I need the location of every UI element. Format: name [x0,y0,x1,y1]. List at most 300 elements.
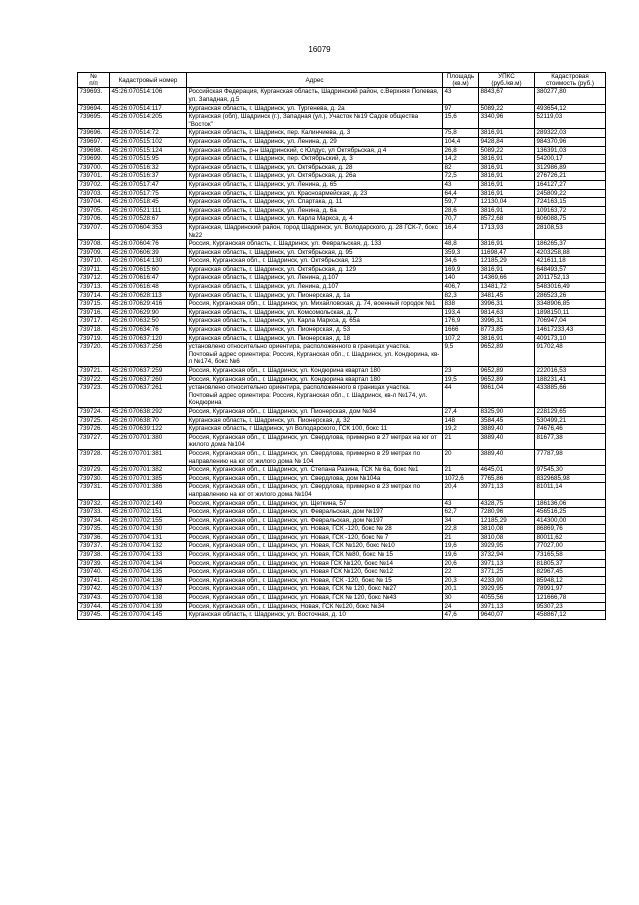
table-row [78,215,606,224]
row-number-cell: 739732. [78,499,110,508]
cadastral-value-cell: 97545,30 [535,466,606,475]
cadastral-value-cell: 228129,65 [535,407,606,416]
table-row [78,433,606,449]
address-cell: Курганская область, г. Шадринск, ул. Октябрьская, д. 26а [187,172,443,181]
address-cell: Курганская область, р-н Шадринский, с Юлдус, ул Октябрьская, д 4 [187,146,443,155]
row-number-cell: 739693. [78,88,110,104]
cadastral-number-cell: 45:26:070528:67 [110,215,187,224]
cadastral-number-cell: 45:26:070514:72 [110,129,187,138]
table-row [78,343,606,367]
cadastral-number-cell: 45:26:070704:138 [110,594,187,603]
cadastral-value-cell: 77027,00 [535,542,606,551]
table-row [78,551,606,560]
table-row [78,163,606,172]
area-cell: 72,5 [443,172,479,181]
address-cell: Россия, Курганская обл., г. Шадринск, ул. Новая, ГСК -120, бокс № 7 [187,533,443,542]
upks-cell: 5089,22 [479,146,535,155]
area-cell: 19,6 [443,542,479,551]
row-number-cell: 739719. [78,334,110,343]
cadastral-value-cell: 95307,23 [535,602,606,611]
cadastral-number-cell: 45:26:070521:111 [110,206,187,215]
upks-cell: 3996,31 [479,317,535,326]
address-cell: Россия, Курганская обл., г. Шадринск, ул. Новая, ГСК №120, бокс №10 [187,542,443,551]
table-row [78,113,606,129]
area-cell: 406,7 [443,283,479,292]
address-cell: Курганская (обл), Шадринск (г.), Западная (ул.), Участок №19 Садов общества "Восток" [187,113,443,129]
table-row [78,283,606,292]
row-number-cell: 739727. [78,433,110,449]
cadastral-value-cell: 414300,00 [535,516,606,525]
cadastral-number-cell: 45:26:070606:39 [110,248,187,257]
area-cell: 64,4 [443,189,479,198]
area-cell: 44 [443,384,479,408]
address-cell: Россия, Курганская область, г. Шадринск, ул. Февральская, д. 133 [187,240,443,249]
row-number-cell: 739741. [78,576,110,585]
row-number-cell: 739694. [78,104,110,113]
address-cell: Курганская область, г. Шадринск, ул. Ленина, д. 29 [187,137,443,146]
upks-cell: 3816,91 [479,240,535,249]
row-number-cell: 739734. [78,516,110,525]
row-number-cell: 739721. [78,367,110,376]
cadastral-value-cell: 433885,66 [535,384,606,408]
cadastral-value-cell: 136391,03 [535,146,606,155]
area-cell: 19,2 [443,425,479,434]
upks-cell: 3816,91 [479,129,535,138]
upks-cell: 3889,40 [479,425,535,434]
table-row [78,585,606,594]
cadastral-value-cell: 86869,76 [535,525,606,534]
cadastral-value-cell: 530499,21 [535,416,606,425]
cadastral-number-cell: 45:26:070704:134 [110,559,187,568]
cadastral-value-cell: 1898150,11 [535,308,606,317]
table-row [78,611,606,620]
row-number-cell: 739735. [78,525,110,534]
address-cell: Курганская область, г. Шадринск, ул. Октябрьская, д. 28 [187,163,443,172]
area-cell: 20,4 [443,483,479,499]
cadastral-value-cell: 109163,72 [535,206,606,215]
cadastral-value-cell: 188231,41 [535,375,606,384]
cadastral-value-cell: 186265,37 [535,240,606,249]
row-number-cell: 739699. [78,155,110,164]
upks-cell: 3816,91 [479,334,535,343]
upks-cell: 3971,13 [479,559,535,568]
area-cell: 48,8 [443,240,479,249]
cadastral-value-cell: 52119,03 [535,113,606,129]
cadastral-number-cell: 45:26:070638:70 [110,416,187,425]
area-cell: 19,6 [443,551,479,560]
cadastral-number-cell: 45:26:070515:95 [110,155,187,164]
row-number-cell: 739743. [78,594,110,603]
area-cell: 24 [443,602,479,611]
upks-cell: 3929,95 [479,542,535,551]
upks-cell: 9428,84 [479,137,535,146]
address-cell: Россия, Курганская обл., г. Шадринск, ул. Кондюрина квартал 180 [187,375,443,384]
cadastral-value-cell: 606088,75 [535,215,606,224]
cadastral-number-cell: 45:26:070616:48 [110,283,187,292]
cadastral-number-cell: 45:26:070516:32 [110,163,187,172]
table-row [78,104,606,113]
address-cell: Россия, Курганская обл., г. Шадринск, ул. Новая, ГСК № 120, бокс №27 [187,585,443,594]
address-cell: Курганская область, г. Шадринск, пер. Калинчиева, д. 3 [187,129,443,138]
upks-cell: 9814,63 [479,308,535,317]
table-row [78,326,606,335]
upks-cell: 7765,86 [479,474,535,483]
upks-cell: 4328,75 [479,499,535,508]
cadastral-value-cell: 164127,27 [535,180,606,189]
row-number-cell: 739705. [78,206,110,215]
row-number-cell: 739712. [78,274,110,283]
area-cell: 43 [443,88,479,104]
cadastral-number-cell: 45:26:070518:45 [110,198,187,207]
upks-cell: 3889,40 [479,433,535,449]
upks-cell: 4055,56 [479,594,535,603]
area-cell: 193,4 [443,308,479,317]
cadastral-number-cell: 45:26:070702:151 [110,508,187,517]
row-number-cell: 739729. [78,466,110,475]
row-number-cell: 739702. [78,180,110,189]
cadastral-value-cell: 3348906,85 [535,300,606,309]
address-cell: Россия, Курганская обл., г. Шадринск, ул. Михайловская, д. 74, военный городок №1 [187,300,443,309]
address-cell: Россия, Курганская обл., г. Шадринск, Новая, ГСК №120, бокс №34 [187,602,443,611]
cadastral-value-cell: 28108,53 [535,223,606,239]
cadastral-number-cell: 45:26:070704:139 [110,602,187,611]
area-cell: 82,3 [443,291,479,300]
cadastral-number-cell: 45:26:070517:47 [110,180,187,189]
area-cell: 359,3 [443,248,479,257]
cadastral-number-cell: 45:26:070704:132 [110,542,187,551]
cadastral-value-cell: 82967,45 [535,568,606,577]
cadastral-value-cell: 493654,12 [535,104,606,113]
cadastral-value-cell: 81805,37 [535,559,606,568]
row-number-cell: 739710. [78,257,110,266]
upks-cell: 3816,91 [479,172,535,181]
address-cell: установлено относительно ориентира, расположенного в границах участка. Почтовый адрес ориентира: Россия, Курганская обл., г. Шадринск, кв-л №174, ул. Кондюрина [187,384,443,408]
area-cell: 47,6 [443,611,479,620]
cadastral-number-cell: 45:26:070701:382 [110,466,187,475]
cadastral-value-cell: 5483016,49 [535,283,606,292]
cadastral-value-cell: 2011752,13 [535,274,606,283]
area-cell: 20,1 [443,585,479,594]
upks-cell: 3816,91 [479,189,535,198]
table-row [78,308,606,317]
table-row [78,265,606,274]
cadastral-number-cell: 45:26:070516:37 [110,172,187,181]
area-cell: 27,4 [443,407,479,416]
row-number-cell: 739713. [78,283,110,292]
address-cell: Курганская область, г. Шадринск, ул. Карла Маркса, д. 4 [187,215,443,224]
table-row [78,407,606,416]
cadastral-value-cell: 8329685,98 [535,474,606,483]
address-cell: Россия, Курганская обл., г. Шадринск, ул. Февральская, дом №197 [187,508,443,517]
header-cadastral-value: Кадастровая стоимость (руб.) [535,73,606,88]
row-number-cell: 739709. [78,248,110,257]
address-cell: Россия, Курганская обл., г. Шадринск, ул. Щеткина, 57 [187,499,443,508]
table-row [78,474,606,483]
cadastral-number-cell: 45:26:070632:50 [110,317,187,326]
row-number-cell: 739706. [78,215,110,224]
area-cell: 43 [443,499,479,508]
address-cell: Курганская область, г. Шадринск, ул. Пионерская, д. 53 [187,326,443,335]
upks-cell: 3481,45 [479,291,535,300]
address-cell: Курганская область, г. Шадринск, ул. Карла Маркса, д. 65а [187,317,443,326]
row-number-cell: 739703. [78,189,110,198]
address-cell: Россия, Курганская обл., г. Шадринск, ул. Кондюрина квартал 180 [187,367,443,376]
table-row [78,146,606,155]
upks-cell: 12130,04 [479,198,535,207]
row-number-cell: 739714. [78,291,110,300]
upks-cell: 5089,22 [479,104,535,113]
cadastral-value-table [77,72,606,620]
address-cell: Курганская область, г. Шадринск, ул. Пионерская, д. 18 [187,334,443,343]
upks-cell: 3816,91 [479,155,535,164]
cadastral-value-cell: 706947,04 [535,317,606,326]
cadastral-number-cell: 45:26:070634:76 [110,326,187,335]
table-row [78,248,606,257]
cadastral-number-cell: 45:26:070704:131 [110,533,187,542]
cadastral-number-cell: 45:26:070704:136 [110,576,187,585]
cadastral-value-cell: 54200,17 [535,155,606,164]
row-number-cell: 739724. [78,407,110,416]
row-number-cell: 739739. [78,559,110,568]
upks-cell: 3816,91 [479,180,535,189]
cadastral-number-cell: 45:26:070615:60 [110,265,187,274]
upks-cell: 7280,96 [479,508,535,517]
address-cell: Россия, Курганская обл., г. Шадринск, ул. Новая ГСК №120, бокс №14 [187,559,443,568]
upks-cell: 11698,47 [479,248,535,257]
cadastral-value-cell: 14617233,43 [535,326,606,335]
upks-cell: 3971,13 [479,483,535,499]
address-cell: Курганская область, г. Шадринск, пер. Октябрьский, д. 3 [187,155,443,164]
upks-cell: 3816,91 [479,265,535,274]
row-number-cell: 739742. [78,585,110,594]
table-row [78,576,606,585]
address-cell: Курганская область, г. Шадринск, ул. Пионерская, д. 32 [187,416,443,425]
address-cell: Россия, Курганская обл., г. Шадринск, ул. Новая, ГСК № 120, бокс №43 [187,594,443,603]
cadastral-number-cell: 45:26:070614:130 [110,257,187,266]
address-cell: Россия, Курганская обл., г. Шадринск, ул. Новая, ГСК №80, бокс № 15 [187,551,443,560]
row-number-cell: 739744. [78,602,110,611]
upks-cell: 8843,67 [479,88,535,104]
cadastral-number-cell: 45:26:070514:205 [110,113,187,129]
address-cell: Курганская область, г. Шадринск, ул. Октябрьская, д. 129 [187,265,443,274]
area-cell: 75,8 [443,129,479,138]
row-number-cell: 739730. [78,474,110,483]
upks-cell: 9652,89 [479,367,535,376]
upks-cell: 3810,08 [479,525,535,534]
upks-cell: 3889,40 [479,449,535,465]
row-number-cell: 739707. [78,223,110,239]
cadastral-value-cell: 222016,53 [535,367,606,376]
upks-cell: 1713,93 [479,223,535,239]
table-row [78,223,606,239]
address-cell: Россия, Курганская обл., г. Шадринск, ул. Новая, ГСК -120, бокс № 15 [187,576,443,585]
cadastral-value-cell: 78991,97 [535,585,606,594]
table-row [78,425,606,434]
row-number-cell: 739745. [78,611,110,620]
cadastral-number-cell: 45:26:070637:260 [110,375,187,384]
cadastral-value-cell: 276726,21 [535,172,606,181]
address-cell: Россия, Курганская обл., г. Шадринск, ул. Пионерская, дом №34 [187,407,443,416]
address-cell: Курганская область, г. Шадринск, ул. Ленина, д. 6а [187,206,443,215]
row-number-cell: 739733. [78,508,110,517]
table-row [78,198,606,207]
row-number-cell: 739736. [78,533,110,542]
cadastral-value-cell: 80011,62 [535,533,606,542]
row-number-cell: 739738. [78,551,110,560]
table-row [78,206,606,215]
upks-cell: 9640,07 [479,611,535,620]
cadastral-value-cell: 456516,25 [535,508,606,517]
area-cell: 26,8 [443,146,479,155]
row-number-cell: 739731. [78,483,110,499]
table-row [78,525,606,534]
row-number-cell: 739722. [78,375,110,384]
cadastral-number-cell: 45:26:070702:155 [110,516,187,525]
cadastral-number-cell: 45:26:070515:102 [110,137,187,146]
area-cell: 169,9 [443,265,479,274]
area-cell: 20,3 [443,576,479,585]
cadastral-number-cell: 45:26:070701:385 [110,474,187,483]
address-cell: Курганская область, г. Шадринск, ул. Комсомольская, д. 7 [187,308,443,317]
address-cell: Курганская область, г. Шадринск, ул. Пионерская, д. 1а [187,291,443,300]
cadastral-value-cell: 85948,12 [535,576,606,585]
upks-cell: 3771,25 [479,568,535,577]
table-row [78,533,606,542]
row-number-cell: 739726. [78,425,110,434]
address-cell: Курганская область, г. Шадринск, ул. Красноармейская, д. 23 [187,189,443,198]
table-row [78,155,606,164]
upks-cell: 3996,31 [479,300,535,309]
row-number-cell: 739695. [78,113,110,129]
table-row [78,257,606,266]
area-cell: 176,9 [443,317,479,326]
upks-cell: 9652,89 [479,343,535,367]
row-number-cell: 739696. [78,129,110,138]
table-row [78,466,606,475]
address-cell: Курганская область, г Шадринск, ул Володарского, ГСК 100, бокс 11 [187,425,443,434]
cadastral-number-cell: 45:26:070704:145 [110,611,187,620]
table-row [78,416,606,425]
header-upks: УПКС (руб./кв.м) [479,73,535,88]
cadastral-number-cell: 45:26:070604:76 [110,240,187,249]
cadastral-value-cell: 409173,10 [535,334,606,343]
table-row [78,542,606,551]
cadastral-value-cell: 289322,03 [535,129,606,138]
address-cell: Курганская область, г. Шадринск, ул. Восточная, д. 10 [187,611,443,620]
cadastral-number-cell: 45:26:070637:256 [110,343,187,367]
upks-cell: 8572,68 [479,215,535,224]
area-cell: 19,5 [443,375,479,384]
area-cell: 70,7 [443,215,479,224]
area-cell: 1072,6 [443,474,479,483]
cadastral-value-cell: 74676,46 [535,425,606,434]
cadastral-number-cell: 45:26:070514:117 [110,104,187,113]
area-cell: 62,7 [443,508,479,517]
table-row [78,317,606,326]
area-cell: 140 [443,274,479,283]
area-cell: 148 [443,416,479,425]
upks-cell: 9652,89 [479,375,535,384]
upks-cell: 12185,29 [479,257,535,266]
area-cell: 21 [443,433,479,449]
row-number-cell: 739737. [78,542,110,551]
upks-cell: 3810,08 [479,533,535,542]
cadastral-number-cell: 45:26:070637:259 [110,367,187,376]
cadastral-value-cell: 312986,89 [535,163,606,172]
address-cell: Россия, Курганская обл., г. Шадринск, ул. Новая ГСК №120, бокс №12 [187,568,443,577]
table-row [78,449,606,465]
address-cell: Российская Федерация, Курганская область, Шадринский район, с.Верхняя Полевая, ул. Западная, д.5 [187,88,443,104]
address-cell: Курганская область, г. Шадринск, ул. Спартака, д. 11 [187,198,443,207]
address-cell: Россия, Курганская обл., г. Шадринск, ул. Свердлова, примерно в 27 метрах на юг от жилого дома №104 [187,433,443,449]
cadastral-number-cell: 45:26:070704:137 [110,585,187,594]
table-row [78,367,606,376]
cadastral-number-cell: 45:26:070616:47 [110,274,187,283]
upks-cell: 13481,72 [479,283,535,292]
upks-cell: 3732,94 [479,551,535,560]
table-row [78,334,606,343]
address-cell: Курганская область, г. Шадринск, ул. Ленина, д.107 [187,274,443,283]
table-row [78,516,606,525]
cadastral-number-cell: 45:26:070628:113 [110,291,187,300]
cadastral-value-cell: 91702,48 [535,343,606,367]
area-cell: 1666 [443,326,479,335]
table-row [78,129,606,138]
cadastral-value-cell: 77787,98 [535,449,606,465]
address-cell: Россия, Курганская обл., г. Шадринск, ул. Февральская, дом №197 [187,516,443,525]
table-row [78,189,606,198]
cadastral-number-cell: 45:26:070704:133 [110,551,187,560]
upks-cell: 14369,66 [479,274,535,283]
upks-cell: 3816,91 [479,206,535,215]
cadastral-value-cell: 245809,22 [535,189,606,198]
address-cell: Россия, Курганская обл., г. Шадринск, ул. Октябрьская, 123 [187,257,443,266]
cadastral-value-cell: 186136,06 [535,499,606,508]
header-cadastral-number: Кадастровый номер [110,73,187,88]
cadastral-number-cell: 45:26:070704:135 [110,568,187,577]
header-address: Адрес [187,73,443,88]
cadastral-number-cell: 45:26:070701:381 [110,449,187,465]
row-number-cell: 739715. [78,300,110,309]
row-number-cell: 739718. [78,326,110,335]
table-row [78,559,606,568]
area-cell: 22,8 [443,525,479,534]
area-cell: 20 [443,449,479,465]
table-row [78,274,606,283]
cadastral-number-cell: 45:26:070604:353 [110,223,187,239]
address-cell: Россия, Курганская обл., г. Шадринск, ул. Свердлова, примерно в 29 метрах по направлению на юг от жилого дома № 104 [187,449,443,465]
cadastral-value-cell: 121666,78 [535,594,606,603]
cadastral-number-cell: 45:26:070702:149 [110,499,187,508]
address-cell: установлено относительно ориентира, расположенного в границах участка. Почтовый адрес ориентира: Россия, Курганская обл., г. Шадринск, ул. Кондюрина, кв-л №174, бокс №6 [187,343,443,367]
cadastral-number-cell: 45:26:070629:416 [110,300,187,309]
area-cell: 34,6 [443,257,479,266]
table-row [78,375,606,384]
table-row [78,88,606,104]
upks-cell: 9861,04 [479,384,535,408]
table-row [78,137,606,146]
row-number-cell: 739701. [78,172,110,181]
address-cell: Россия, Курганская обл., г. Шадринск, ул. Новая, ГСК -120, бокс № 28 [187,525,443,534]
cadastral-value-cell: 380277,80 [535,88,606,104]
row-number-cell: 739700. [78,163,110,172]
address-cell: Курганская, Шадринский район, город Шадринск, ул. Володарского, д. 28 ГСК-7, бокс №22 [187,223,443,239]
cadastral-value-cell: 81677,38 [535,433,606,449]
row-number-cell: 739711. [78,265,110,274]
upks-cell: 4645,01 [479,466,535,475]
area-cell: 22 [443,568,479,577]
row-number-cell: 739720. [78,343,110,367]
